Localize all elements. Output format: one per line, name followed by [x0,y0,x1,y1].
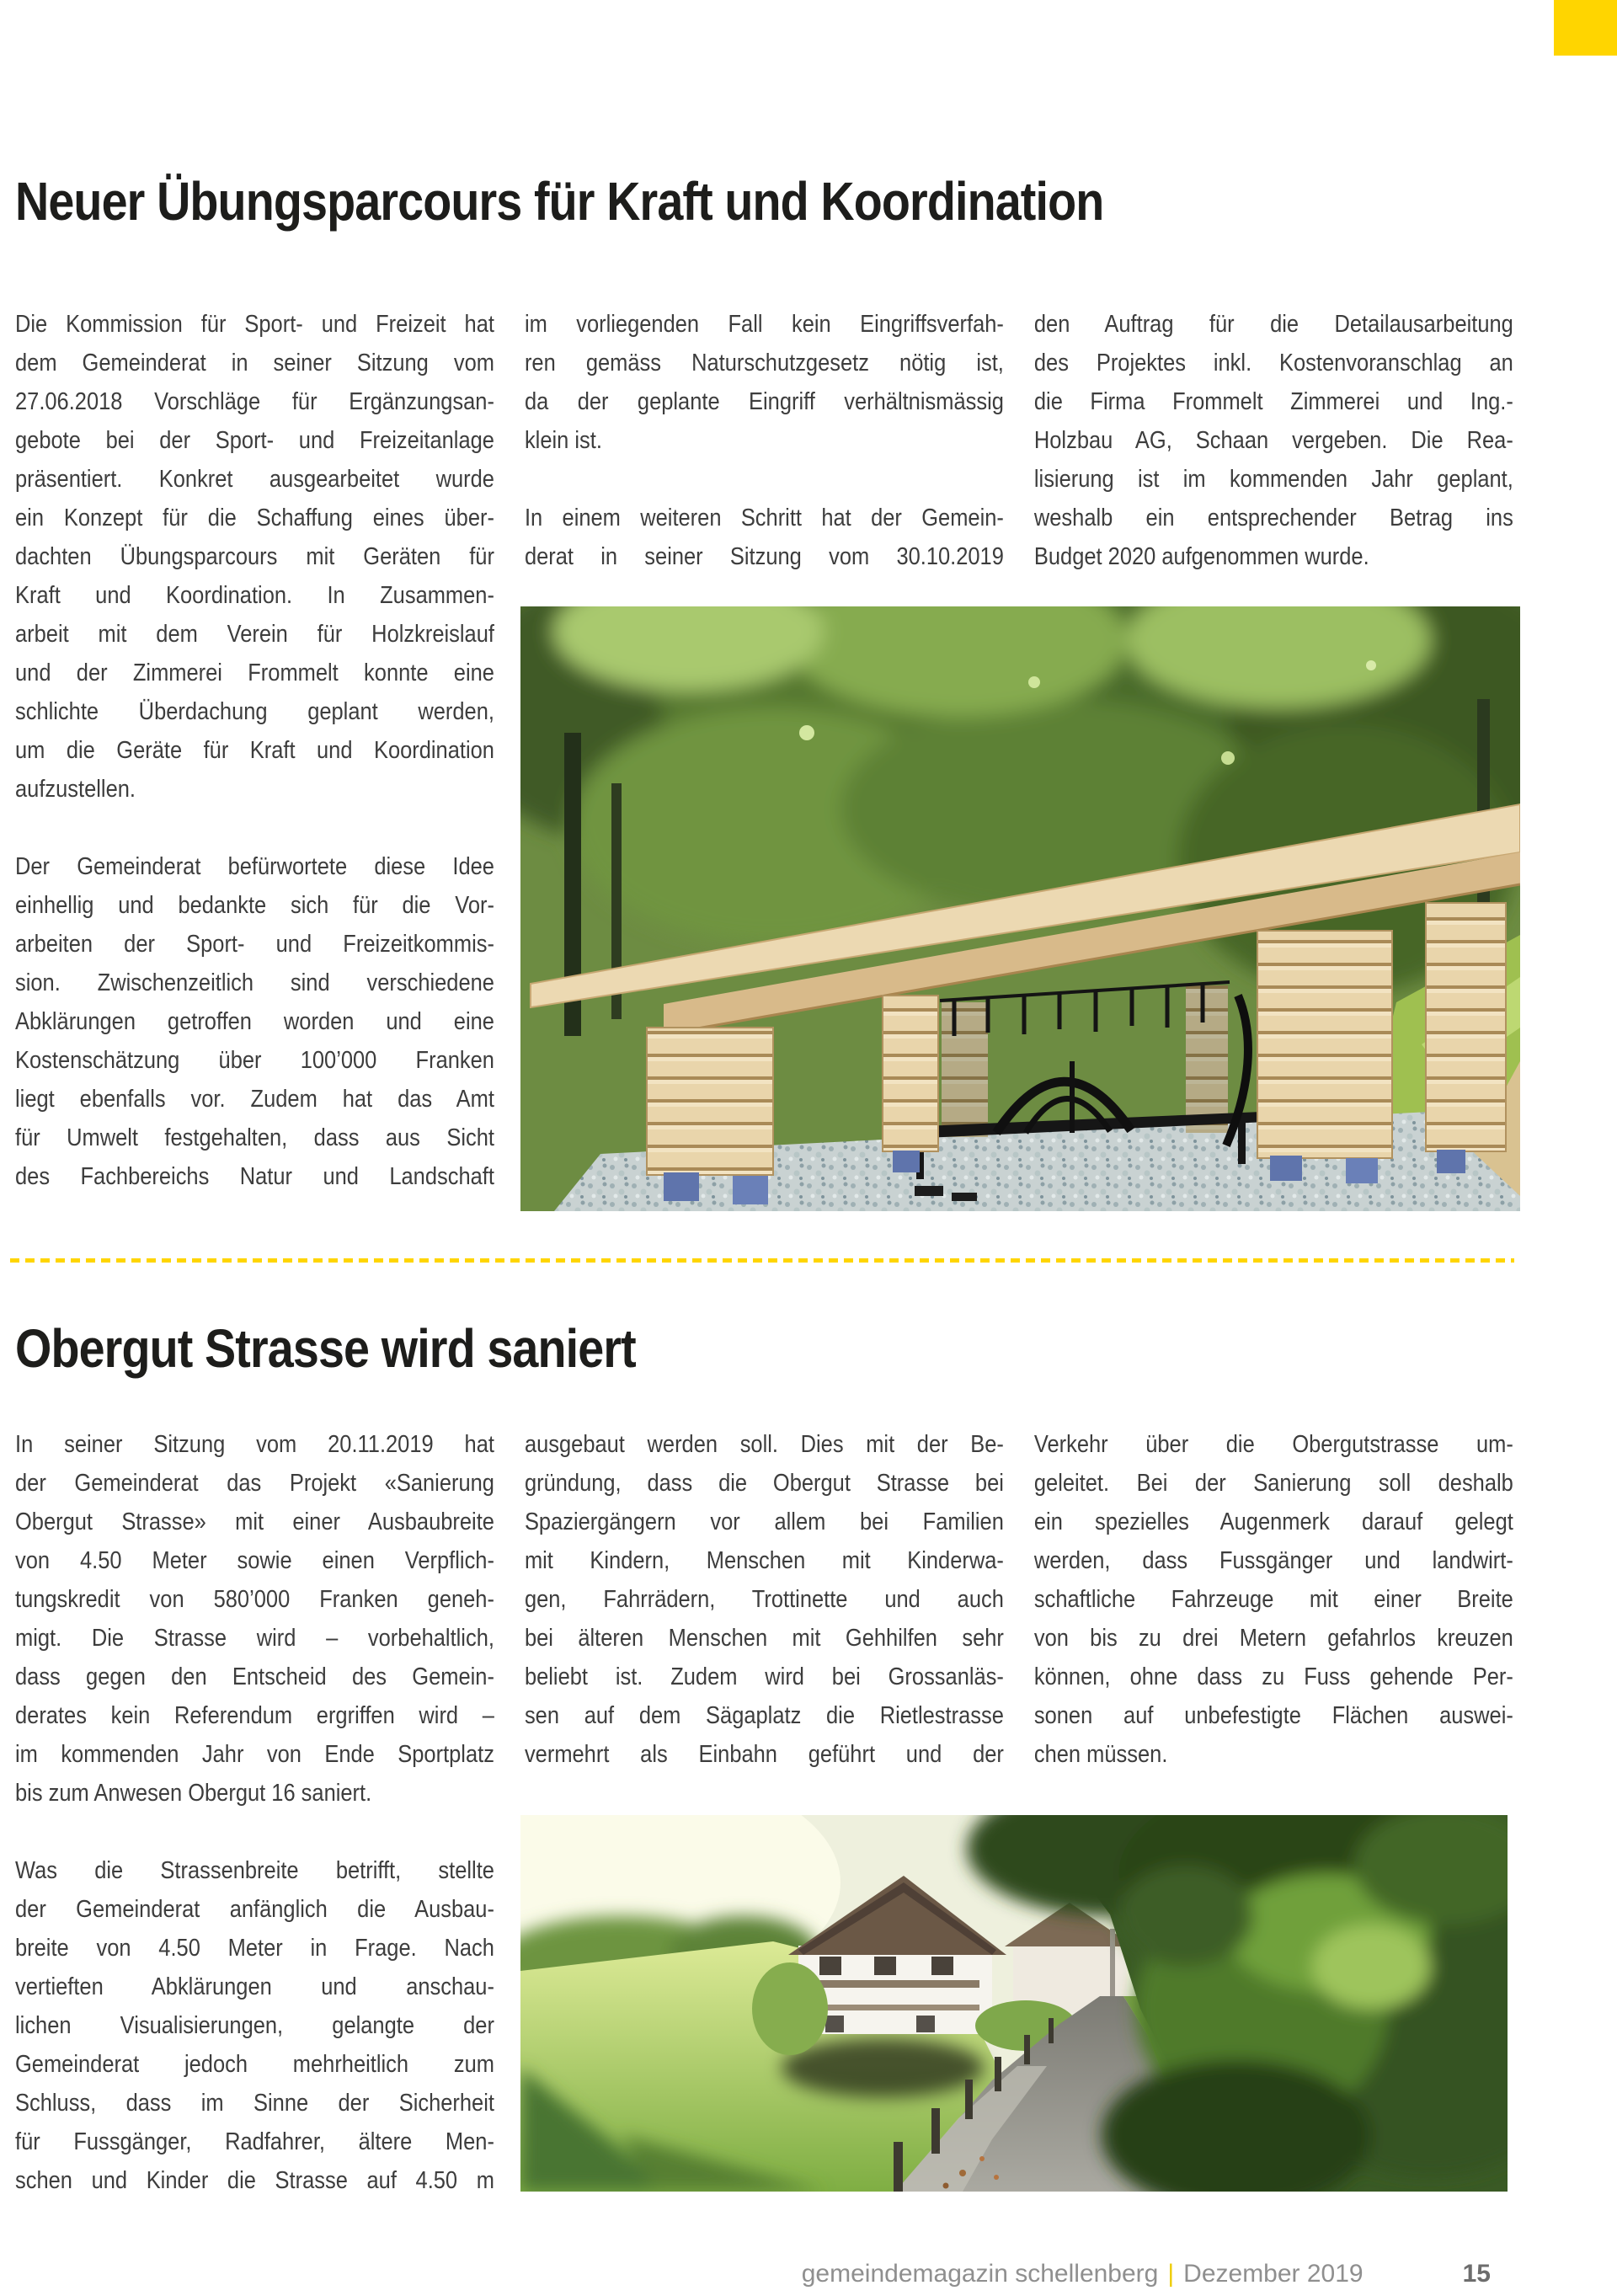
text-line: dachten Übungsparcours mit Geräten für [15,543,494,570]
text-line: ren gemäss Naturschutzgesetz nötig ist, [524,350,1004,376]
text-line: für Umwelt festgehalten, dass aus Sicht [15,1124,494,1151]
text-line: schen und Kinder die Strasse auf 4.50 m [15,2167,494,2194]
text-line: liegt ebenfalls vor. Zudem hat das Amt [15,1086,494,1113]
paragraph [15,1851,494,2200]
text-line: arbeit mit dem Verein für Holzkreislauf [15,621,494,648]
text-line: klein ist. [524,427,602,454]
text-line: vermehrt als Einbahn geführt und der [524,1741,1004,1768]
text-line: chen müssen. [1033,1741,1168,1768]
text-line: mit Kindern, Menschen mit Kinderwa- [524,1547,1004,1574]
paragraph [15,305,494,809]
paragraph [1034,1425,1513,1774]
text-line: sion. Zwischenzeitlich sind verschiedene [15,969,494,996]
text-line: die Firma Frommelt Zimmerei und Ing.- [1033,388,1513,415]
text-line: können, ohne dass zu Fuss gehende Per- [1033,1663,1513,1690]
page-footer [0,2257,1491,2291]
text-line: Kraft und Koordination. In Zusammen- [15,582,494,609]
text-line: Holzbau AG, Schaan vergeben. Die Rea- [1033,427,1513,454]
text-line: lichen Visualisierungen, gelangte der [15,2012,494,2039]
text-line: Budget 2020 aufgenommen wurde. [1033,543,1369,570]
text-line: migt. Die Strasse wird – vorbehaltlich, [15,1625,494,1652]
text-line: da der geplante Eingriff verhältnismässig [524,388,1004,415]
text-line: beliebt ist. Zudem wird bei Grossanläs- [524,1663,1004,1690]
text-line: von 4.50 Meter sowie einen Verpflich- [15,1547,494,1574]
text-line: Obergut Strasse» mit einer Ausbaubreite [15,1508,494,1535]
text-line: vertieften Abklärungen und anschau- [15,1973,494,2000]
text-line: derat in seiner Sitzung vom 30.10.2019 [524,543,1004,570]
text-line: aufzustellen. [15,776,136,803]
text-line: für Fussgänger, Radfahrer, ältere Men- [15,2128,494,2155]
text-line: schaftliche Fahrzeuge mit einer Breite [1033,1586,1513,1613]
text-line: sen auf dem Sägaplatz die Rietlestrasse [524,1702,1004,1729]
paragraph [525,1425,1004,1774]
text-line: In seiner Sitzung vom 20.11.2019 hat [15,1431,494,1458]
text-line: ein spezielles Augenmerk darauf gelegt [1033,1508,1513,1535]
dashed-divider [10,1258,1514,1263]
paragraph [525,305,1004,460]
text-line: dass gegen den Entscheid des Gemein- [15,1663,494,1690]
text-line: Was die Strassenbreite betrifft, stellte [15,1857,494,1884]
paragraph [15,1425,494,1813]
text-line: gründung, dass die Obergut Strasse bei [524,1470,1004,1497]
paragraph [525,499,1004,576]
page-number: 15 [1462,2260,1491,2288]
text-line: weshalb ein entsprechender Betrag ins [1033,505,1513,531]
text-line: präsentiert. Konkret ausgearbeitet wurde [15,466,494,493]
text-line: Verkehr über die Obergutstrasse um- [1033,1431,1513,1458]
text-line: einhellig und bedankte sich für die Vor- [15,892,494,919]
text-line: arbeiten der Sport- und Freizeitkommis- [15,931,494,958]
text-line: um die Geräte für Kraft und Koordination [15,737,494,764]
text-line: den Auftrag für die Detailausarbeitung [1033,311,1513,338]
article-title: Neuer Übungsparcours für Kraft und Koordination [15,171,1104,232]
text-line: In einem weiteren Schritt hat der Gemein- [524,505,1004,531]
street-photo [520,1815,1508,2192]
text-line: gebote bei der Sport- und Freizeitanlage [15,427,494,454]
pavilion-illustration [520,606,1520,1211]
text-line: im vorliegenden Fall kein Eingriffsverfah- [524,311,1004,338]
text-line: Kostenschätzung über 100’000 Franken [15,1047,494,1074]
paragraph [15,847,494,1196]
text-line: bis zum Anwesen Obergut 16 saniert. [15,1780,372,1807]
text-line: Schluss, dass im Sinne der Sicherheit [15,2090,494,2117]
yellow-corner-marker [1554,0,1617,56]
text-line: gen, Fahrrädern, Trottinette und auch [524,1586,1004,1613]
text-line: ausgebaut werden soll. Dies mit der Be- [524,1431,1004,1458]
text-line: bei älteren Menschen mit Gehhilfen sehr [524,1625,1004,1652]
text-line: sonen auf unbefestigte Flächen auswei- [1033,1702,1513,1729]
text-line: werden, dass Fussgänger und landwirt- [1033,1547,1513,1574]
paragraph [1034,305,1513,576]
text-line: des Projektes inkl. Kostenvoranschlag an [1033,350,1513,376]
article-title: Obergut Strasse wird saniert [15,1318,636,1379]
text-line: Spaziergängern vor allem bei Familien [524,1508,1004,1535]
text-line: der Gemeinderat das Projekt «Sanierung [15,1470,494,1497]
text-line: im kommenden Jahr von Ende Sportplatz [15,1741,494,1768]
text-line: von bis zu drei Metern gefahrlos kreuzen [1033,1625,1513,1652]
text-line: geleitet. Bei der Sanierung soll deshalb [1033,1470,1513,1497]
pavilion-photo [520,606,1520,1211]
text-line: breite von 4.50 Meter in Frage. Nach [15,1935,494,1962]
text-line: 27.06.2018 Vorschläge für Ergänzungsan- [15,388,494,415]
text-line: derates kein Referendum ergriffen wird – [15,1702,494,1729]
footer-separator: | [1167,2260,1175,2288]
text-line: tungskredit von 580’000 Franken geneh- [15,1586,494,1613]
text-line: und der Zimmerei Frommelt konnte eine [15,659,494,686]
text-line: dem Gemeinderat in seiner Sitzung vom [15,350,494,376]
text-line: des Fachbereichs Natur und Landschaft [15,1163,494,1190]
text-line: der Gemeinderat anfänglich die Ausbau- [15,1896,494,1923]
text-line: Gemeinderat jedoch mehrheitlich zum [15,2051,494,2078]
street-illustration [520,1815,1508,2192]
text-line: Der Gemeinderat befürwortete diese Idee [15,853,494,880]
text-line: schlichte Überdachung geplant werden, [15,698,494,725]
footer-issue-date: Dezember 2019 [1183,2260,1364,2288]
footer-magazine-name: gemeindemagazin schellenberg [801,2260,1159,2288]
text-line: lisierung ist im kommenden Jahr geplant, [1033,466,1513,493]
text-column [15,1425,494,2200]
text-line: ein Konzept für die Schaffung eines über- [15,505,494,531]
text-line: Abklärungen getroffen worden und eine [15,1008,494,1035]
text-line: Die Kommission für Sport- und Freizeit hat [15,311,494,338]
text-column [15,305,494,1196]
